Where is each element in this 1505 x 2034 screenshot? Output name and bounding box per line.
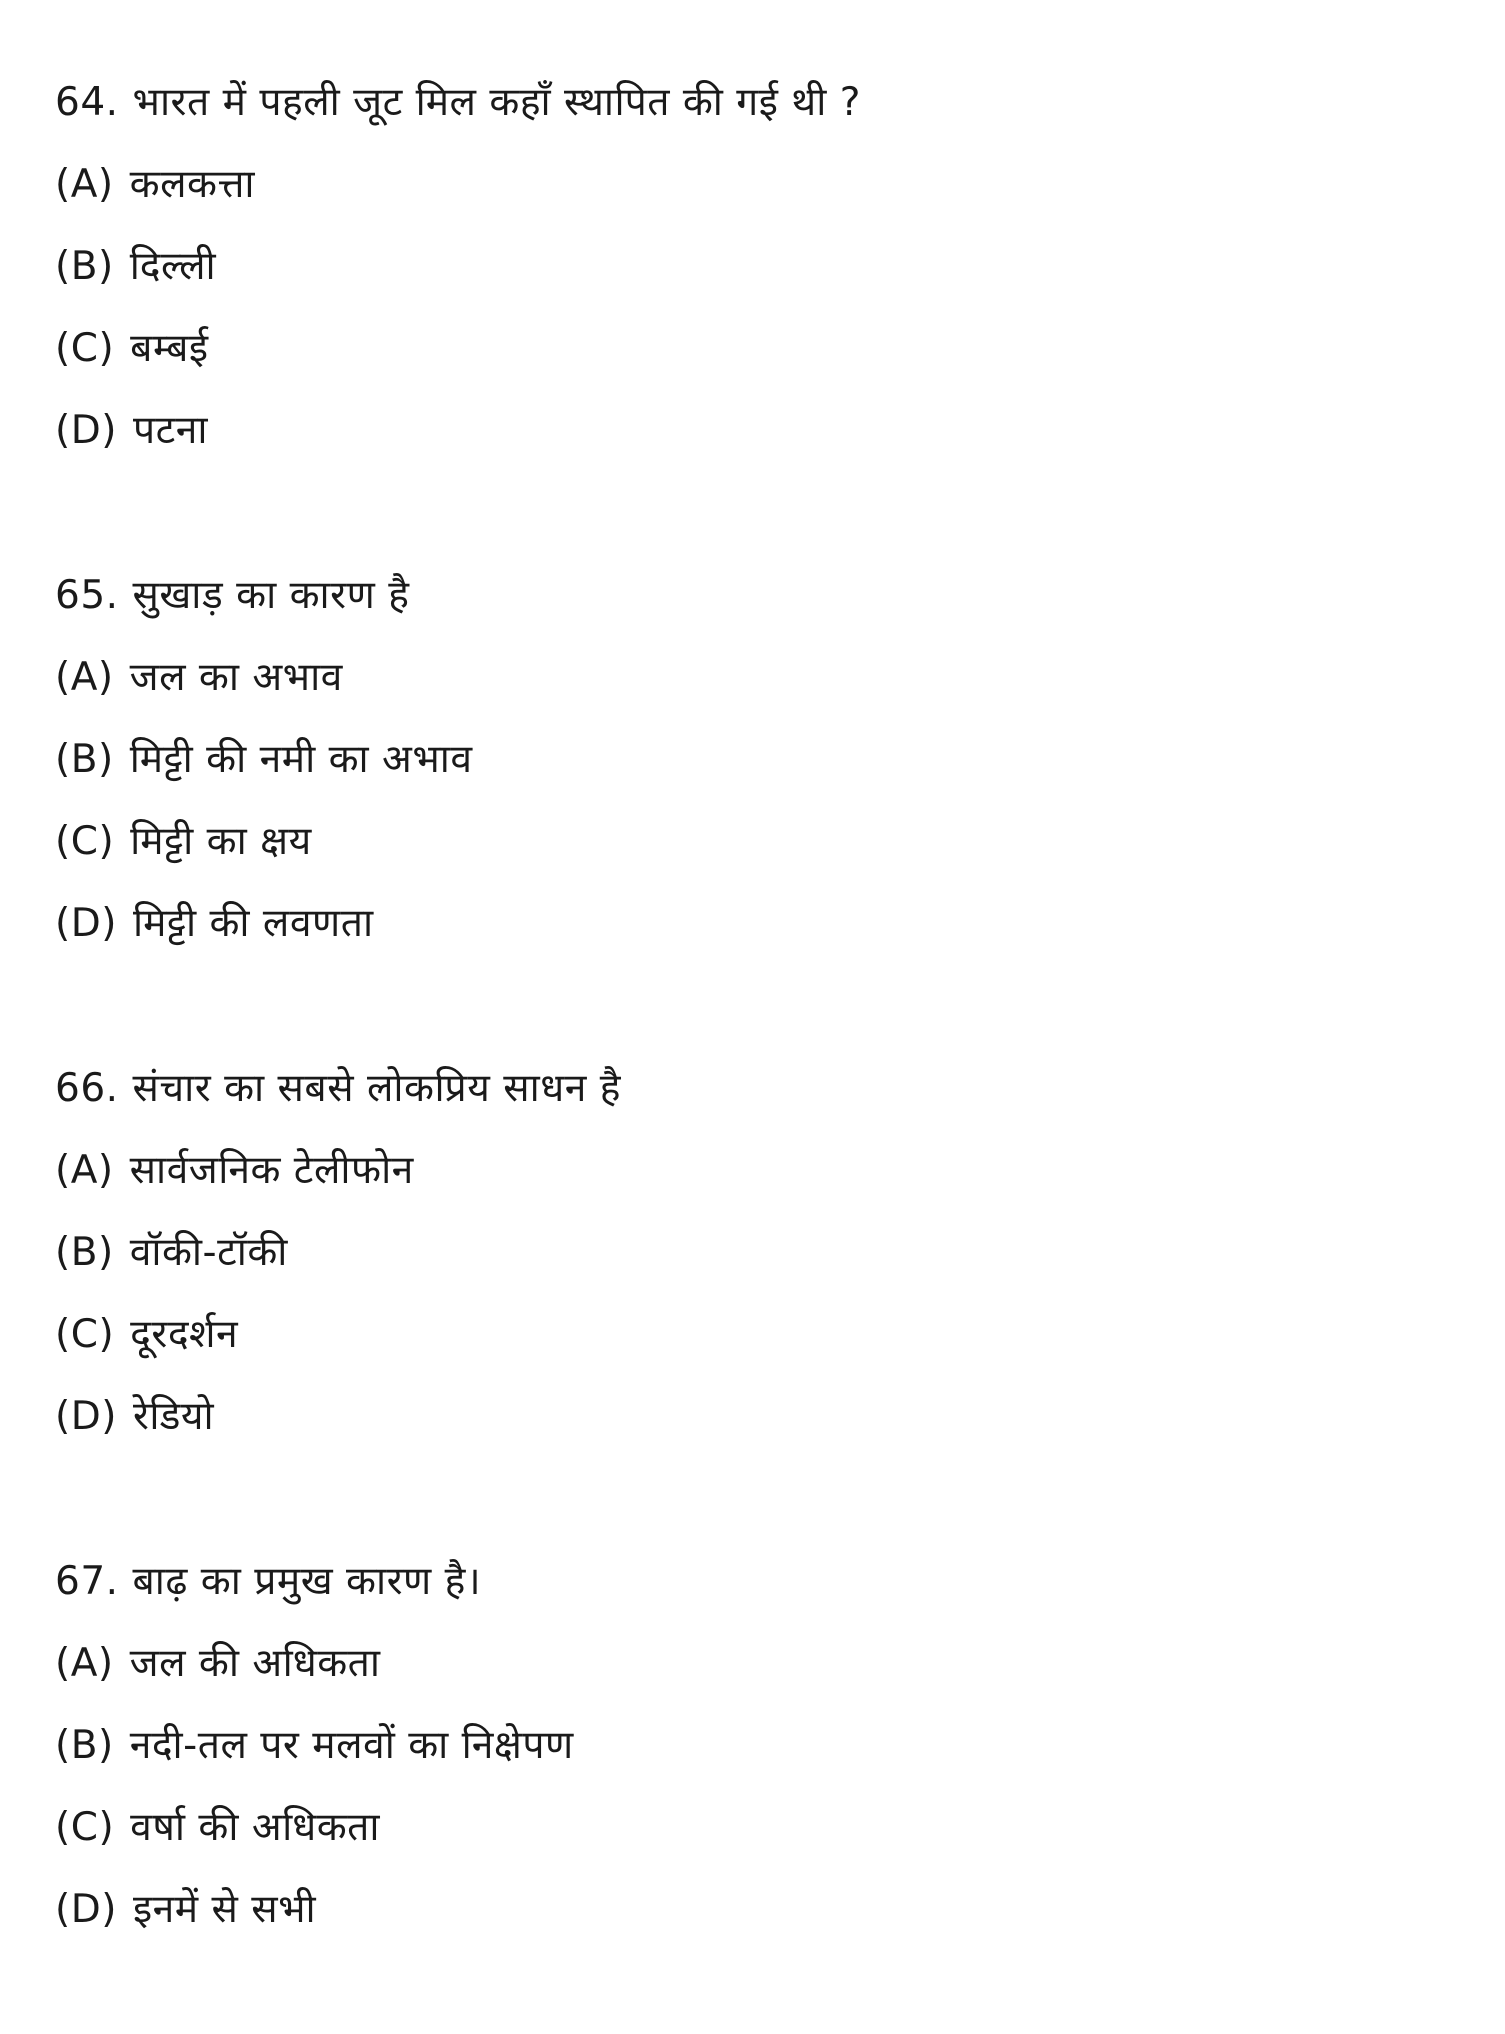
option-a [55, 1130, 1455, 1212]
question-line [55, 555, 1455, 637]
option-d [55, 883, 1455, 965]
question-number: 65. [55, 573, 119, 618]
option-letter: (B) [55, 1230, 114, 1275]
option-letter: (A) [55, 1148, 114, 1193]
option-letter: (D) [55, 1394, 117, 1439]
option-letter: (A) [55, 1641, 114, 1686]
option-text: मिट्टी की लवणता [132, 901, 374, 946]
option-text: कलकत्ता [129, 162, 256, 207]
option-letter: (A) [55, 162, 114, 207]
question-66 [55, 1048, 1455, 1458]
option-letter: (D) [55, 408, 117, 453]
question-64 [55, 62, 1455, 472]
option-text: पटना [132, 408, 209, 453]
option-text: वॉकी-टॉकी [129, 1230, 288, 1275]
option-letter: (D) [55, 1887, 117, 1932]
option-c [55, 308, 1455, 390]
option-a [55, 1623, 1455, 1705]
option-text: सार्वजनिक टेलीफोन [129, 1148, 414, 1193]
option-text: नदी-तल पर मलवों का निक्षेपण [129, 1723, 574, 1768]
option-text: बम्बई [130, 326, 209, 371]
option-letter: (B) [55, 1723, 114, 1768]
option-d [55, 1376, 1455, 1458]
question-number: 67. [55, 1559, 119, 1604]
option-letter: (C) [55, 326, 115, 371]
option-text: दूरदर्शन [130, 1312, 239, 1357]
option-letter: (C) [55, 1312, 115, 1357]
option-a [55, 144, 1455, 226]
question-65 [55, 555, 1455, 965]
option-b [55, 719, 1455, 801]
option-d [55, 390, 1455, 472]
question-67 [55, 1541, 1455, 1951]
option-text: वर्षा की अधिकता [130, 1805, 381, 1850]
option-a [55, 637, 1455, 719]
option-text: मिट्टी का क्षय [130, 819, 312, 864]
option-text: जल का अभाव [129, 655, 343, 700]
option-c [55, 1787, 1455, 1869]
option-letter: (A) [55, 655, 114, 700]
question-text: संचार का सबसे लोकप्रिय साधन है [132, 1066, 621, 1111]
option-c [55, 1294, 1455, 1376]
question-line [55, 62, 1455, 144]
question-text: बाढ़ का प्रमुख कारण है। [132, 1559, 482, 1604]
option-b [55, 1212, 1455, 1294]
option-text: दिल्ली [129, 244, 217, 289]
question-text: भारत में पहली जूट मिल कहाँ स्थापित की गई थी ? [132, 80, 861, 125]
question-line [55, 1048, 1455, 1130]
option-text: इनमें से सभी [132, 1887, 317, 1932]
question-line [55, 1541, 1455, 1623]
option-text: जल की अधिकता [129, 1641, 381, 1686]
option-d [55, 1869, 1455, 1951]
option-letter: (B) [55, 737, 114, 782]
option-c [55, 801, 1455, 883]
option-letter: (B) [55, 244, 114, 289]
option-letter: (D) [55, 901, 117, 946]
question-number: 66. [55, 1066, 119, 1111]
option-letter: (C) [55, 819, 115, 864]
option-b [55, 226, 1455, 308]
option-text: मिट्टी की नमी का अभाव [129, 737, 473, 782]
option-letter: (C) [55, 1805, 115, 1850]
question-number: 64. [55, 80, 119, 125]
option-b [55, 1705, 1455, 1787]
option-text: रेडियो [132, 1394, 215, 1439]
question-text: सुखाड़ का कारण है [132, 573, 410, 618]
